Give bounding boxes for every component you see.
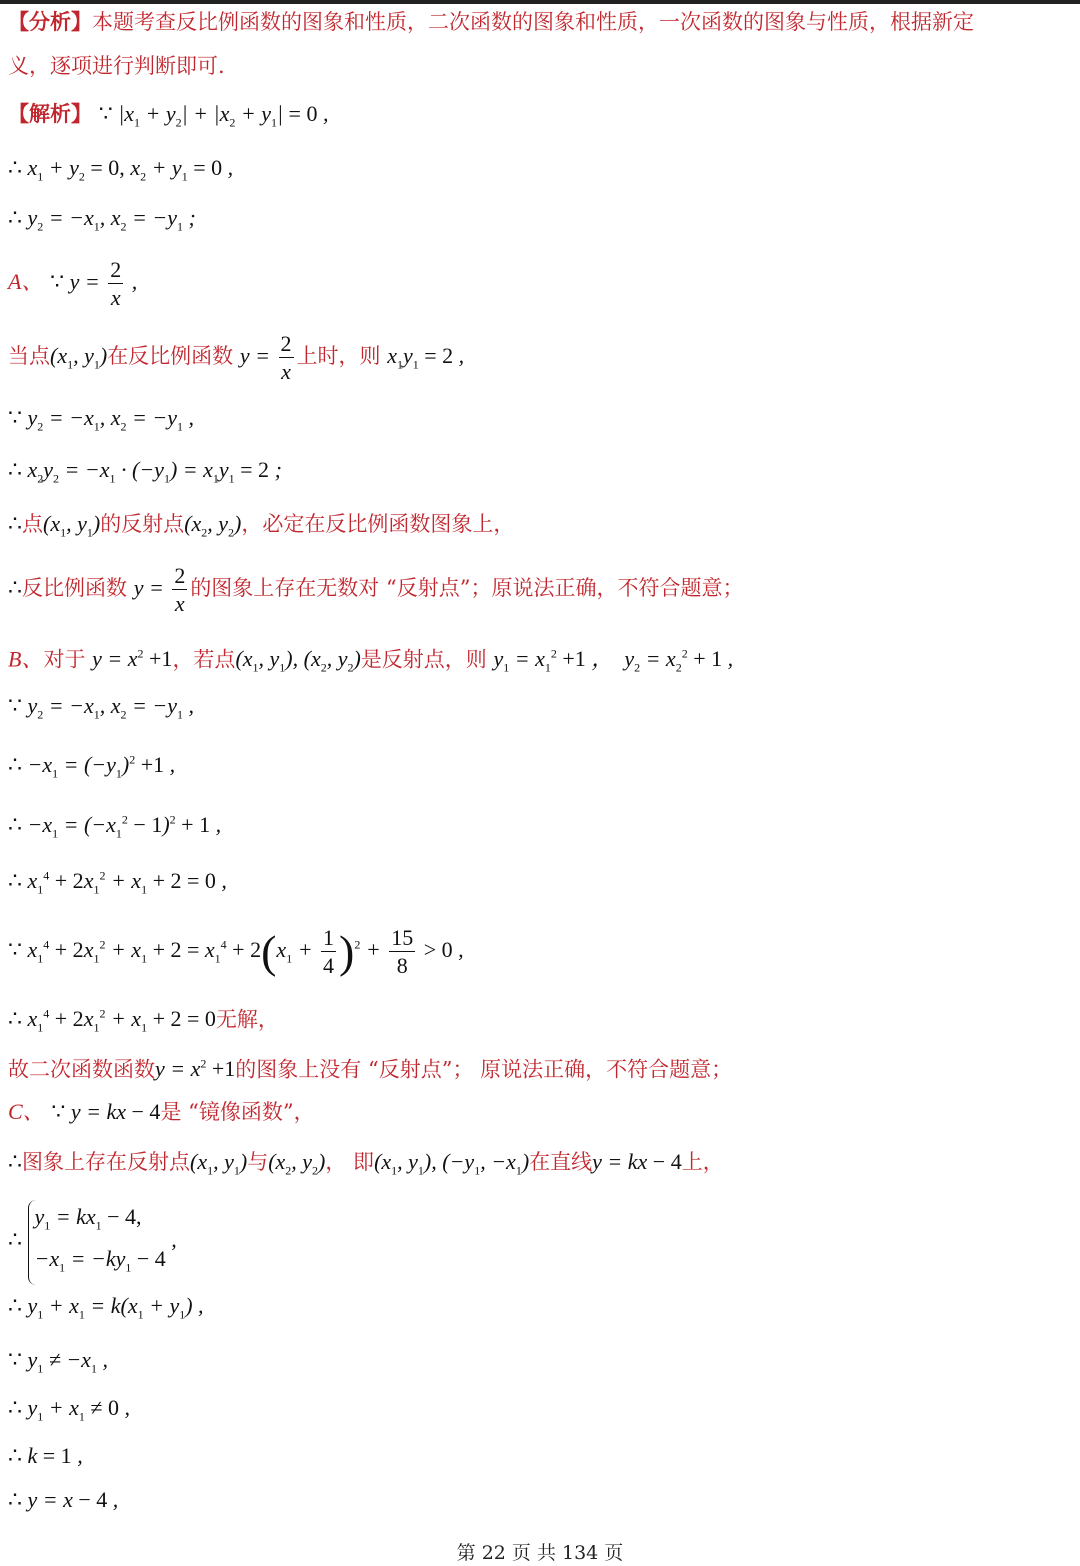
text-c1: 是 “镜像函数”， [160,1100,315,1124]
part-b-line-7 [8,1000,279,1042]
math-a-4: ∴ $x_2y_2 = -x_1 \cdot (-y_1) = x_1y_1 = 2$ ; [8,457,282,486]
part-c-line-6 [8,1394,130,1430]
math-a-p2: ($x_2$, $y_2$) [184,511,242,540]
math-b-2: ∵ $y_2 = -x_1$, $x_2 = -y_1$ , [8,693,194,722]
text-a2: 在反比例函数 [107,344,234,368]
math-b-6: ∵ $x_1^4 + 2x_1^2 + x_1 + 2 = x_1^4 + 2(x_1$ + $\frac{1}{4}$ )$^2$ + $\frac{15}{8}$ > 0 , [8,925,464,979]
top-rule [0,0,1080,4]
part-a-line-3 [8,404,194,440]
solution-line-3 [8,204,196,240]
text-c3: 与 [247,1150,269,1174]
math-b-7: ∴ $x_1^4 + 2x_1^2 + x_1 + 2 = 0$ [8,1006,216,1035]
math-b-func: $y = x^2 +1$ [92,646,173,672]
text-a1: 当点 [8,344,50,368]
text-b5: 故二次函数函数 [8,1057,155,1082]
part-a-line-2 [8,328,464,392]
part-a-line-1 [8,254,137,310]
math-given: ∵ $|x_1 + y_2| + |x_2 + y_1| = 0$ , [98,101,329,130]
math-c-p3: ($x_1$, $y_1$), ($-y_1$, $-x_1$) [374,1149,530,1178]
analysis-line-2 [8,52,225,80]
math-a-3: ∵ $y_2 = -x_1$, $x_2 = -y_1$ , [8,405,194,434]
part-c-line-4 [8,1292,204,1328]
text-c4: ， 即 [325,1150,375,1174]
part-b-line-1 [8,640,733,682]
text-c6: 上， [681,1150,724,1174]
part-c-line-2: ∴图象上存在反射点($x_1$, $y_1$)与($x_2$, $y_2$)， 即($x_1$, $y_1$), ($-y_1$, $-x_1$)在直线y = kx − 4上， [8,1149,724,1178]
math-c-system: ∴ $y_1 = kx_1 - 4$, $-x_1 = -ky_1 - 4$ , [8,1227,177,1252]
part-b-line-8 [8,1050,732,1083]
text-b4: 无解， [215,1007,279,1032]
math-step-2: ∴ $y_2 = -x_1$, $x_2 = -y_1$ ; [8,205,196,234]
math-b-4: ∴ $-x_1 = (-x_1^2 - 1)^2 + 1$ , [8,812,222,841]
math-b-func-2: $y = x^2 +1$ [155,1056,236,1082]
solution-label: 【解析】 [8,101,92,126]
analysis-text-1: 本题考查反比例函数的图象和性质，二次函数的图象和性质，一次函数的图象与性质，根据新定 [92,10,974,34]
math-c-7: ∴ k = 1 , [8,1443,83,1468]
text-a7: 反比例函数 [22,576,127,600]
text-c2: 图象上存在反射点 [22,1150,190,1174]
math-c-p1: ($x_1$, $y_1$) [190,1149,248,1178]
math-b-eqs: $y_1 = x_1^2 +1$ ， $y_2 = x_2^2 + 1$ , [493,646,734,675]
text-a3: 上时，则 [296,344,381,368]
math-b-points: ($x_1$, $y_1$), ($x_2$, $y_2$) [235,646,361,675]
math-b-5: ∴ $x_1^4 + 2x_1^2 + x_1 + 2 = 0$ , [8,868,227,897]
part-a-line-6: ∴反比例函数 y = $\frac{2}{x}$ 的图象上存在无数对 “反射点”；原说法正确，不符合题意； [8,562,744,616]
part-b-line-4 [8,806,221,848]
part-a-label: A、 [8,269,44,294]
text-a8: 的图象上存在无数对 “反射点”；原说法正确，不符合题意； [190,576,744,600]
part-b-line-5 [8,862,227,904]
text-b3: 是反射点，则 [360,647,487,672]
part-c-line-8 [8,1486,118,1514]
part-b-line-3 [8,746,175,788]
part-a-line-5: ∴点($x_1$, $y_1$)的反射点($x_2$, $y_2$)，必定在反比例函数图象上， [8,511,515,540]
text-a6: ，必定在反比例函数图象上， [241,512,515,536]
math-c-4: ∴ $y_1 + x_1 = k(x_1 + y_1)$ , [8,1293,204,1322]
text-b1: 对于 [43,647,86,672]
math-c-8: ∴ y = x − 4 , [8,1487,119,1512]
part-c-line-7 [8,1442,83,1470]
part-a-line-4 [8,456,282,492]
math-c-p2: ($x_2$, $y_2$) [268,1149,326,1178]
page-footer: 第 22 页 共 134 页 [456,1542,624,1564]
math-step-1: ∴ $x_1 + y_2 = 0$, $x_2 + y_1 = 0$ , [8,155,234,184]
part-c-line-3 [8,1200,177,1285]
solution-line-2 [8,154,233,190]
math-b-3: ∴ $-x_1 = (-y_1)^2 +1$ , [8,752,176,781]
text-c5: 在直线 [529,1150,593,1174]
math-a-point: ($x_1$, $y_1$) [50,343,108,372]
analysis-text-2: 义，逐项进行判断即可. [8,54,225,78]
math-c-line: y = kx − 4 [592,1149,682,1174]
math-a-p1: ($x_1$, $y_1$) [43,511,101,540]
math-c-6: ∴ $y_1 + x_1 \ne 0$ , [8,1395,130,1424]
text-b6: 的图象上没有 “反射点”； 原说法正确，不符合题意； [235,1057,733,1082]
text-a4: 点 [22,512,43,536]
analysis-line-1 [8,8,974,36]
part-c-line-5 [8,1346,108,1382]
math-a-func-2: y = $\frac{2}{x}$ [133,562,186,616]
part-b-line-6 [8,915,464,989]
math-a-1: ∵ y = $\frac{2}{x}$ , [50,256,138,310]
math-a-func: y = $\frac{2}{x}$ [239,330,292,384]
math-c-5: ∵ $y_1 \ne -x_1$ , [8,1347,108,1376]
solution-line-1 [8,100,328,136]
text-a5: 的反射点 [100,512,185,536]
math-a-prod: $x_1y_1 = 2$ , [387,343,465,372]
part-c-label: C、 [8,1099,45,1124]
part-c-line-1 [8,1098,315,1126]
part-b-label: B、 [8,646,44,672]
part-b-line-2 [8,692,194,728]
analysis-label: 【分析】 [8,9,92,34]
math-c-func: ∵ y = kx − 4 [51,1099,161,1124]
text-b2: ，若点 [172,647,236,672]
